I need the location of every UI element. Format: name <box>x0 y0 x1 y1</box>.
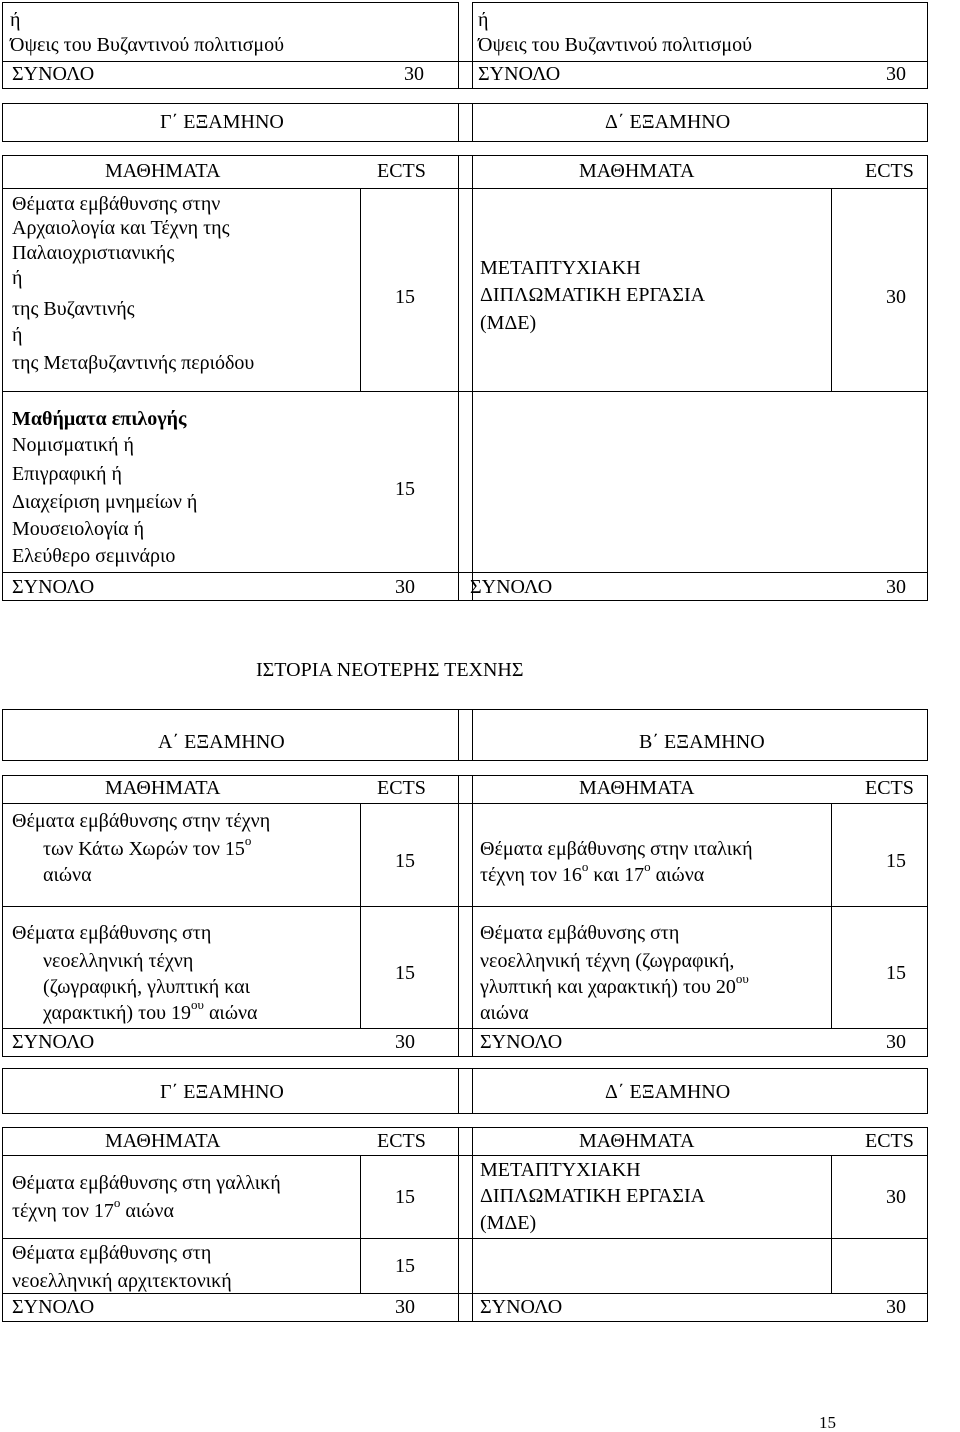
header-ects: ECTS <box>865 777 914 799</box>
course-line: αιώνα <box>480 1002 529 1024</box>
header-courses: ΜΑΘΗΜΑΤΑ <box>579 160 695 182</box>
course-line: Θέματα εμβάθυνσης στη <box>12 1242 212 1264</box>
course-line: τέχνη τον $16^o$ και $17^o$ αιώνα <box>480 859 705 886</box>
ects-value: 15 <box>395 286 415 308</box>
course-line: γλυπτική και χαρακτική) του $20^{o\upsilon}$ <box>480 971 749 998</box>
course-line: Διαχείριση μνημείων ή <box>12 491 198 513</box>
ects-value: 30 <box>886 286 906 308</box>
course-line: (ζωγραφική, γλυπτική και <box>43 976 251 998</box>
course-line: Μουσειολογία ή <box>12 518 145 540</box>
course-line: Θέματα εμβάθυνσης στη <box>480 922 680 944</box>
total-value: 30 <box>395 1296 415 1318</box>
thesis-line: ΜΕΤΑΠΤΥΧΙΑΚΗ <box>480 257 641 279</box>
cell-text: ή <box>478 9 489 31</box>
page-number: 15 <box>819 1413 836 1432</box>
cell-text: ή <box>10 9 21 31</box>
ects-value: 15 <box>395 1255 415 1277</box>
semester-title: Δ΄ ΕΞΑΜΗΝΟ <box>605 1081 731 1103</box>
course-line: αιώνα <box>43 864 92 886</box>
semester-title: Α΄ ΕΞΑΜΗΝΟ <box>158 731 285 753</box>
total-value: 30 <box>886 63 906 85</box>
ects-value: 15 <box>395 1186 415 1208</box>
course-line: της Μεταβυζαντινής περιόδου <box>12 352 255 374</box>
course-line: Νομισματική ή <box>12 434 134 456</box>
course-line: των Κάτω Χωρών τον $15^o$ <box>43 833 252 860</box>
header-courses: ΜΑΘΗΜΑΤΑ <box>105 1130 221 1152</box>
semester-title: Β΄ ΕΞΑΜΗΝΟ <box>639 731 765 753</box>
total-label: ΣΥΝΟΛΟ <box>478 63 561 85</box>
course-line: Θέματα εμβάθυνσης στην ιταλική <box>480 838 753 860</box>
header-courses: ΜΑΘΗΜΑΤΑ <box>105 777 221 799</box>
total-label: ΣΥΝΟΛΟ <box>12 576 95 598</box>
ects-value: 15 <box>395 962 415 984</box>
course-line: Θέματα εμβάθυνσης στην τέχνη <box>12 810 271 832</box>
ects-value: 15 <box>395 478 415 500</box>
course-line: Παλαιοχριστιανικής <box>12 242 175 264</box>
course-line: νεοελληνική τέχνη <box>43 950 194 972</box>
total-value: 30 <box>395 1031 415 1053</box>
course-line: νεοελληνική τέχνη (ζωγραφική, <box>480 950 735 972</box>
semester-title: Δ΄ ΕΞΑΜΗΝΟ <box>605 111 731 133</box>
total-label: ΣΥΝΟΛΟ <box>12 1031 95 1053</box>
semester-title: Γ΄ ΕΞΑΜΗΝΟ <box>160 111 284 133</box>
thesis-line: ΜΕΤΑΠΤΥΧΙΑΚΗ <box>480 1159 641 1181</box>
total-label: ΣΥΝΟΛΟ <box>480 1031 563 1053</box>
total-value: 30 <box>886 1296 906 1318</box>
header-ects: ECTS <box>377 160 426 182</box>
header-ects: ECTS <box>377 1130 426 1152</box>
total-value: 30 <box>395 576 415 598</box>
course-line: της Βυζαντινής <box>12 298 135 320</box>
course-line: Θέματα εμβάθυνσης στη γαλλική <box>12 1172 281 1194</box>
header-courses: ΜΑΘΗΜΑΤΑ <box>105 160 221 182</box>
total-value: 30 <box>886 576 906 598</box>
thesis-line: (ΜΔΕ) <box>480 312 537 334</box>
course-line: ή <box>12 324 23 346</box>
header-courses: ΜΑΘΗΜΑΤΑ <box>579 777 695 799</box>
course-line: Επιγραφική ή <box>12 463 122 485</box>
thesis-line: ΔΙΠΛΩΜΑΤΙΚΗ ΕΡΓΑΣΙΑ <box>480 284 706 306</box>
section-title: ΙΣΤΟΡΙΑ ΝΕΟΤΕΡΗΣ ΤΕΧΝΗΣ <box>256 659 524 681</box>
course-line: Ελεύθερο σεμινάριο <box>12 545 176 567</box>
thesis-line: ΔΙΠΛΩΜΑΤΙΚΗ ΕΡΓΑΣΙΑ <box>480 1185 706 1207</box>
course-line: ή <box>12 267 23 289</box>
total-label: ΣΥΝΟΛΟ <box>480 1296 563 1318</box>
course-line: τέχνη τον $17^o$ αιώνα <box>12 1195 174 1222</box>
total-label: ΣΥΝΟΛΟ <box>470 576 553 598</box>
thesis-line: (ΜΔΕ) <box>480 1212 537 1234</box>
header-courses: ΜΑΘΗΜΑΤΑ <box>579 1130 695 1152</box>
header-ects: ECTS <box>865 1130 914 1152</box>
course-line: νεοελληνική αρχιτεκτονική <box>12 1270 232 1292</box>
course-line: Θέματα εμβάθυνσης στην <box>12 193 221 215</box>
ects-value: 15 <box>886 850 906 872</box>
course-title: Μαθήματα επιλογής <box>12 408 187 430</box>
cell-text: Όψεις του Βυζαντινού πολιτισμού <box>478 34 753 56</box>
ects-value: 30 <box>886 1186 906 1208</box>
header-ects: ECTS <box>865 160 914 182</box>
cell-text: Όψεις του Βυζαντινού πολιτισμού <box>10 34 285 56</box>
course-line: Θέματα εμβάθυνσης στη <box>12 922 212 944</box>
header-ects: ECTS <box>377 777 426 799</box>
total-value: 30 <box>404 63 424 85</box>
ects-value: 15 <box>886 962 906 984</box>
total-label: ΣΥΝΟΛΟ <box>12 1296 95 1318</box>
course-line: χαρακτική) του $19^{o\upsilon}$ αιώνα <box>43 997 258 1024</box>
course-line: Αρχαιολογία και Τέχνη της <box>12 217 230 239</box>
semester-title: Γ΄ ΕΞΑΜΗΝΟ <box>160 1081 284 1103</box>
ects-value: 15 <box>395 850 415 872</box>
total-label: ΣΥΝΟΛΟ <box>12 63 95 85</box>
total-value: 30 <box>886 1031 906 1053</box>
